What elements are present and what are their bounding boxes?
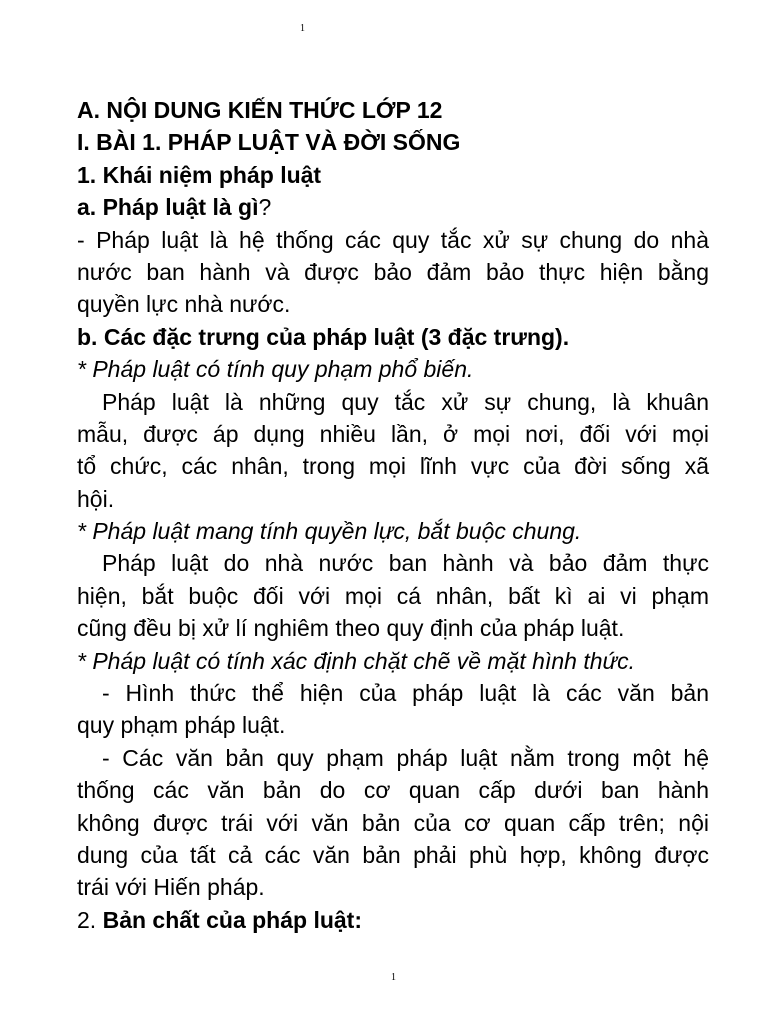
text-line: [77, 677, 709, 709]
line-text: b. Các đặc trưng của pháp luật (3 đặc trưng).: [77, 323, 570, 350]
text-line: [77, 126, 709, 158]
text-line: [77, 256, 709, 288]
text-line: [77, 547, 709, 579]
line-text: quy phạm pháp luật.: [77, 712, 286, 739]
line-text: thống các văn bản do cơ quan cấp dưới ban hành: [77, 777, 709, 804]
text-line: [77, 386, 709, 418]
document-body: [77, 94, 709, 936]
text-line: [77, 612, 709, 644]
text-line: [77, 224, 709, 256]
line-text: - Các văn bản quy phạm pháp luật nằm trong một hệ: [102, 744, 709, 771]
text-line: [77, 94, 709, 126]
text-line: [77, 515, 709, 547]
text-line: [77, 353, 709, 385]
line-text: - Hình thức thể hiện của pháp luật là các văn bản: [102, 680, 709, 707]
line-text: Bản chất của pháp luật:: [102, 906, 363, 933]
line-text: * Pháp luật có tính xác định chặt chẽ về mặt hình thức.: [77, 647, 635, 674]
text-line: [77, 191, 709, 223]
line-text: * Pháp luật có tính quy phạm phổ biến.: [77, 356, 474, 383]
text-line: [77, 839, 709, 871]
line-prefix: 2.: [77, 906, 103, 933]
line-text: * Pháp luật mang tính quyền lực, bắt buộc chung.: [77, 518, 582, 545]
text-line: [77, 418, 709, 450]
line-text: dung của tất cả các văn bản phải phù hợp, không được: [77, 841, 709, 868]
page-number-bottom: 1: [391, 972, 396, 983]
line-text: trái với Hiến pháp.: [77, 874, 265, 901]
text-line: [77, 580, 709, 612]
text-line: [77, 871, 709, 903]
text-line: [77, 288, 709, 320]
text-line: [77, 645, 709, 677]
line-text: I. BÀI 1. PHÁP LUẬT VÀ ĐỜI SỐNG: [77, 129, 461, 156]
text-line: [77, 321, 709, 353]
text-line: [77, 774, 709, 806]
line-text: - Pháp luật là hệ thống các quy tắc xử sự chung do nhà: [77, 226, 709, 253]
text-line: [77, 709, 709, 741]
text-line: [77, 742, 709, 774]
line-text: mẫu, được áp dụng nhiều lần, ở mọi nơi, đối với mọi: [77, 420, 709, 447]
line-text: tổ chức, các nhân, trong mọi lĩnh vực của đời sống xã: [77, 453, 709, 480]
line-text: hội.: [77, 485, 115, 512]
line-text: hiện, bắt buộc đối với mọi cá nhân, bất kì ai vi phạm: [77, 582, 709, 609]
line-text: a. Pháp luật là gì: [77, 194, 259, 221]
line-suffix: ?: [258, 194, 272, 221]
text-line: [77, 450, 709, 482]
line-text: nước ban hành và được bảo đảm bảo thực hiện bằng: [77, 258, 709, 285]
page-number-top: 1: [300, 23, 305, 34]
line-text: không được trái với văn bản của cơ quan cấp trên; nội: [77, 809, 709, 836]
line-text: 1. Khái niệm pháp luật: [77, 161, 322, 188]
line-text: A. NỘI DUNG KIẾN THỨC LỚP 12: [77, 97, 443, 123]
text-line: [77, 807, 709, 839]
line-text: quyền lực nhà nước.: [77, 291, 291, 318]
text-line: [77, 904, 709, 936]
text-line: [77, 483, 709, 515]
line-text: Pháp luật do nhà nước ban hành và bảo đảm thực: [102, 550, 709, 577]
line-text: Pháp luật là những quy tắc xử sự chung, là khuân: [102, 388, 709, 415]
line-text: cũng đều bị xử lí nghiêm theo quy định của pháp luật.: [77, 615, 625, 642]
text-line: [77, 159, 709, 191]
